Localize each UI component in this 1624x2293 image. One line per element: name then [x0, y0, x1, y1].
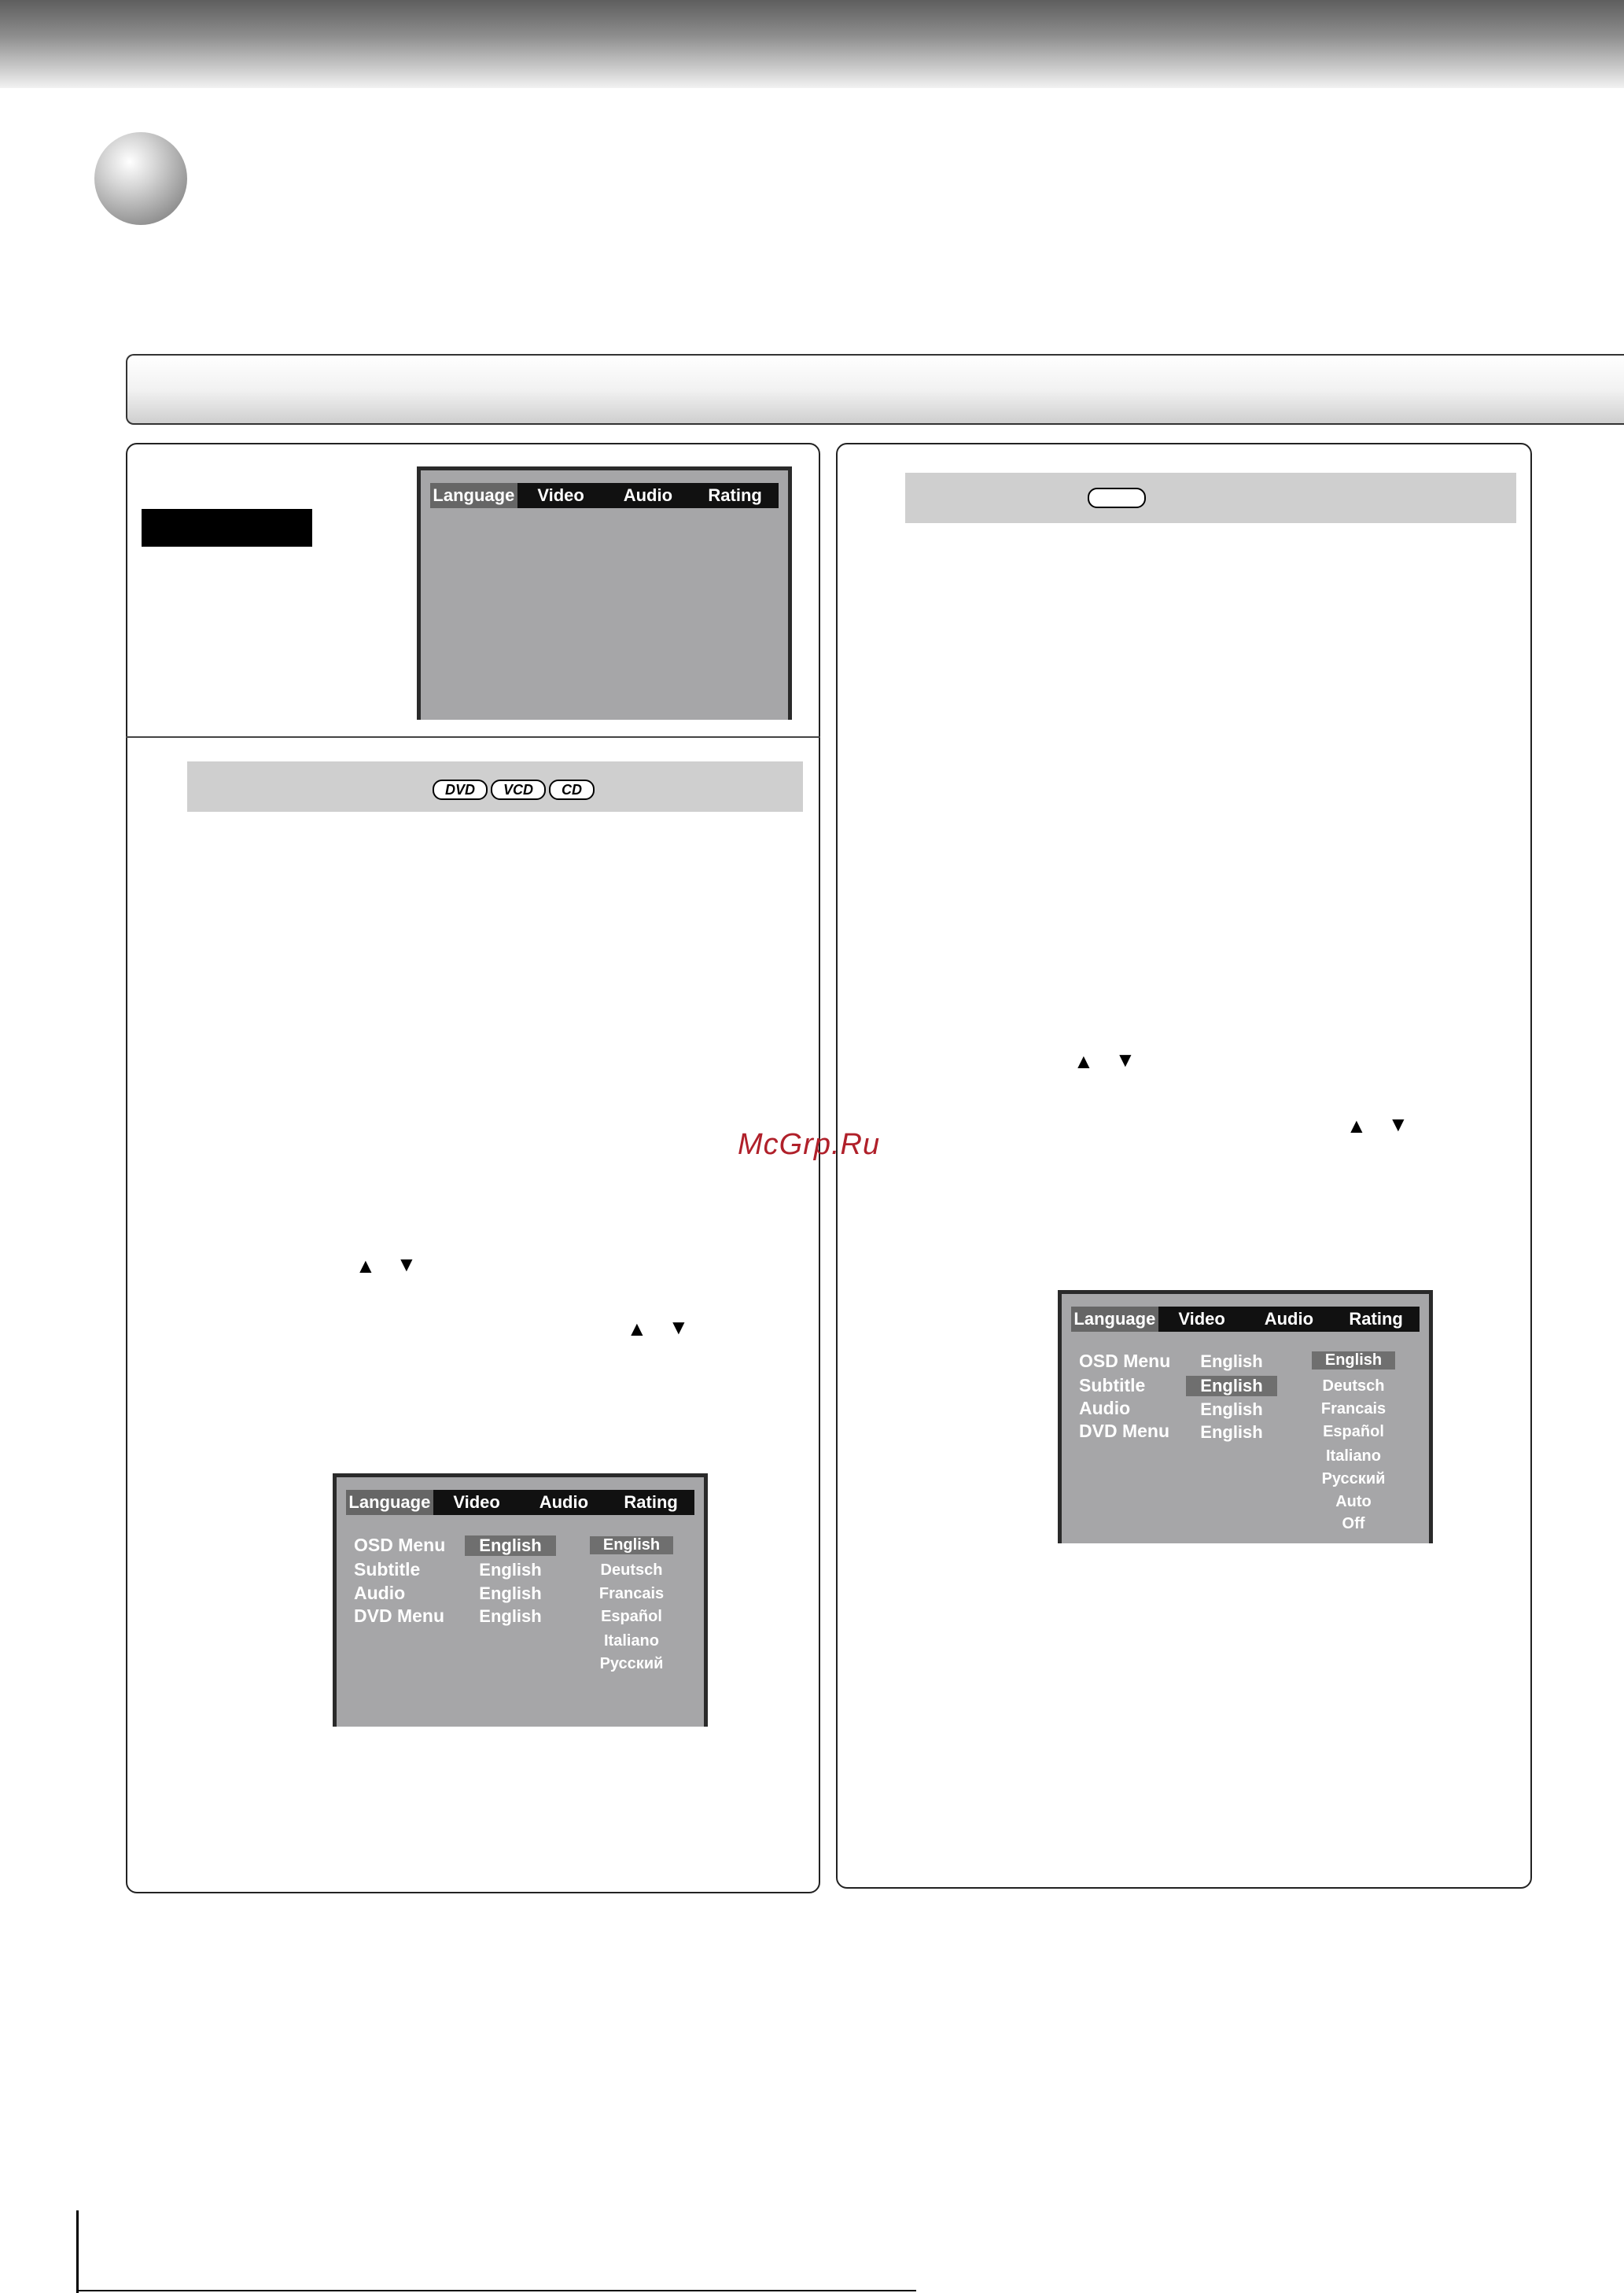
down-arrow-icon: ▼	[1115, 1048, 1136, 1071]
subtitle-value: English	[479, 1560, 542, 1580]
option-deutsch: Deutsch	[1322, 1377, 1385, 1395]
dvd-menu-label: DVD Menu	[354, 1605, 444, 1626]
tab-language: Language	[430, 483, 517, 508]
down-arrow-icon: ▼	[396, 1252, 417, 1276]
tab-rating: Rating	[624, 1492, 678, 1512]
tab-video: Video	[453, 1492, 500, 1512]
tab-rating: Rating	[1349, 1309, 1403, 1329]
dvd-menu-value: English	[1200, 1422, 1263, 1442]
tab-rating: Rating	[708, 485, 762, 505]
right-section-header	[905, 473, 1516, 523]
subtitle-label: Subtitle	[354, 1559, 421, 1580]
vcd-badge: VCD	[491, 780, 546, 800]
audio-label: Audio	[354, 1583, 406, 1603]
tab-audio: Audio	[623, 485, 673, 505]
disc-badge-row	[433, 780, 595, 800]
option-russian: Русский	[599, 1655, 664, 1672]
subtitle-value: English	[1186, 1376, 1277, 1396]
setup-menu-bar	[346, 1490, 694, 1515]
blank-disc-badge	[1088, 488, 1146, 508]
dvd-badge: DVD	[433, 780, 488, 800]
setup-menu-bar	[1071, 1307, 1420, 1332]
up-arrow-icon: ▲	[627, 1317, 647, 1340]
option-english: English	[590, 1536, 673, 1554]
header-sphere-icon	[94, 132, 187, 225]
tab-language: Language	[346, 1490, 433, 1515]
setup-screen-empty	[417, 466, 792, 720]
option-espanol: Español	[601, 1608, 662, 1625]
section-title-bar	[126, 354, 1624, 425]
black-label-box	[142, 509, 312, 547]
up-arrow-icon: ▲	[355, 1254, 376, 1277]
option-francais: Francais	[598, 1585, 665, 1602]
down-arrow-icon: ▼	[1388, 1112, 1409, 1136]
audio-value: English	[479, 1583, 542, 1603]
tab-video: Video	[537, 485, 584, 505]
dvd-menu-value: English	[479, 1606, 542, 1626]
dvd-menu-label: DVD Menu	[1079, 1421, 1169, 1441]
osd-menu-label: OSD Menu	[354, 1535, 446, 1555]
option-english: English	[1312, 1351, 1395, 1370]
language-screen-right	[1058, 1290, 1433, 1543]
right-panel	[836, 443, 1532, 1889]
tab-audio: Audio	[539, 1492, 589, 1512]
audio-value: English	[1200, 1399, 1263, 1419]
tab-video: Video	[1178, 1309, 1225, 1329]
language-screen-left	[333, 1473, 708, 1727]
left-panel-divider	[126, 736, 820, 738]
watermark-text: McGrp.Ru	[738, 1128, 881, 1161]
option-russian: Русский	[1321, 1470, 1386, 1488]
page-edge-line-vertical	[76, 2210, 79, 2293]
down-arrow-icon: ▼	[668, 1315, 689, 1339]
up-arrow-icon: ▲	[1073, 1049, 1094, 1073]
subtitle-label: Subtitle	[1079, 1375, 1146, 1395]
page-edge-line-horizontal	[76, 2290, 916, 2291]
option-francais: Francais	[1320, 1400, 1386, 1417]
tab-language: Language	[1071, 1307, 1158, 1332]
up-arrow-icon: ▲	[1346, 1114, 1367, 1137]
option-italiano: Italiano	[603, 1632, 659, 1650]
option-deutsch: Deutsch	[600, 1561, 663, 1579]
tab-audio: Audio	[1264, 1309, 1314, 1329]
option-espanol: Español	[1323, 1423, 1384, 1440]
osd-menu-value: English	[465, 1535, 556, 1556]
audio-label: Audio	[1079, 1398, 1131, 1418]
option-off: Off	[1342, 1515, 1365, 1532]
osd-menu-value: English	[1200, 1351, 1263, 1371]
option-auto: Auto	[1335, 1493, 1372, 1510]
osd-menu-label: OSD Menu	[1079, 1351, 1171, 1371]
cd-badge: CD	[549, 780, 595, 800]
option-italiano: Italiano	[1325, 1447, 1381, 1465]
setup-menu-bar	[430, 483, 779, 508]
disc-badge-row	[1088, 488, 1146, 508]
header-band	[0, 0, 1624, 88]
